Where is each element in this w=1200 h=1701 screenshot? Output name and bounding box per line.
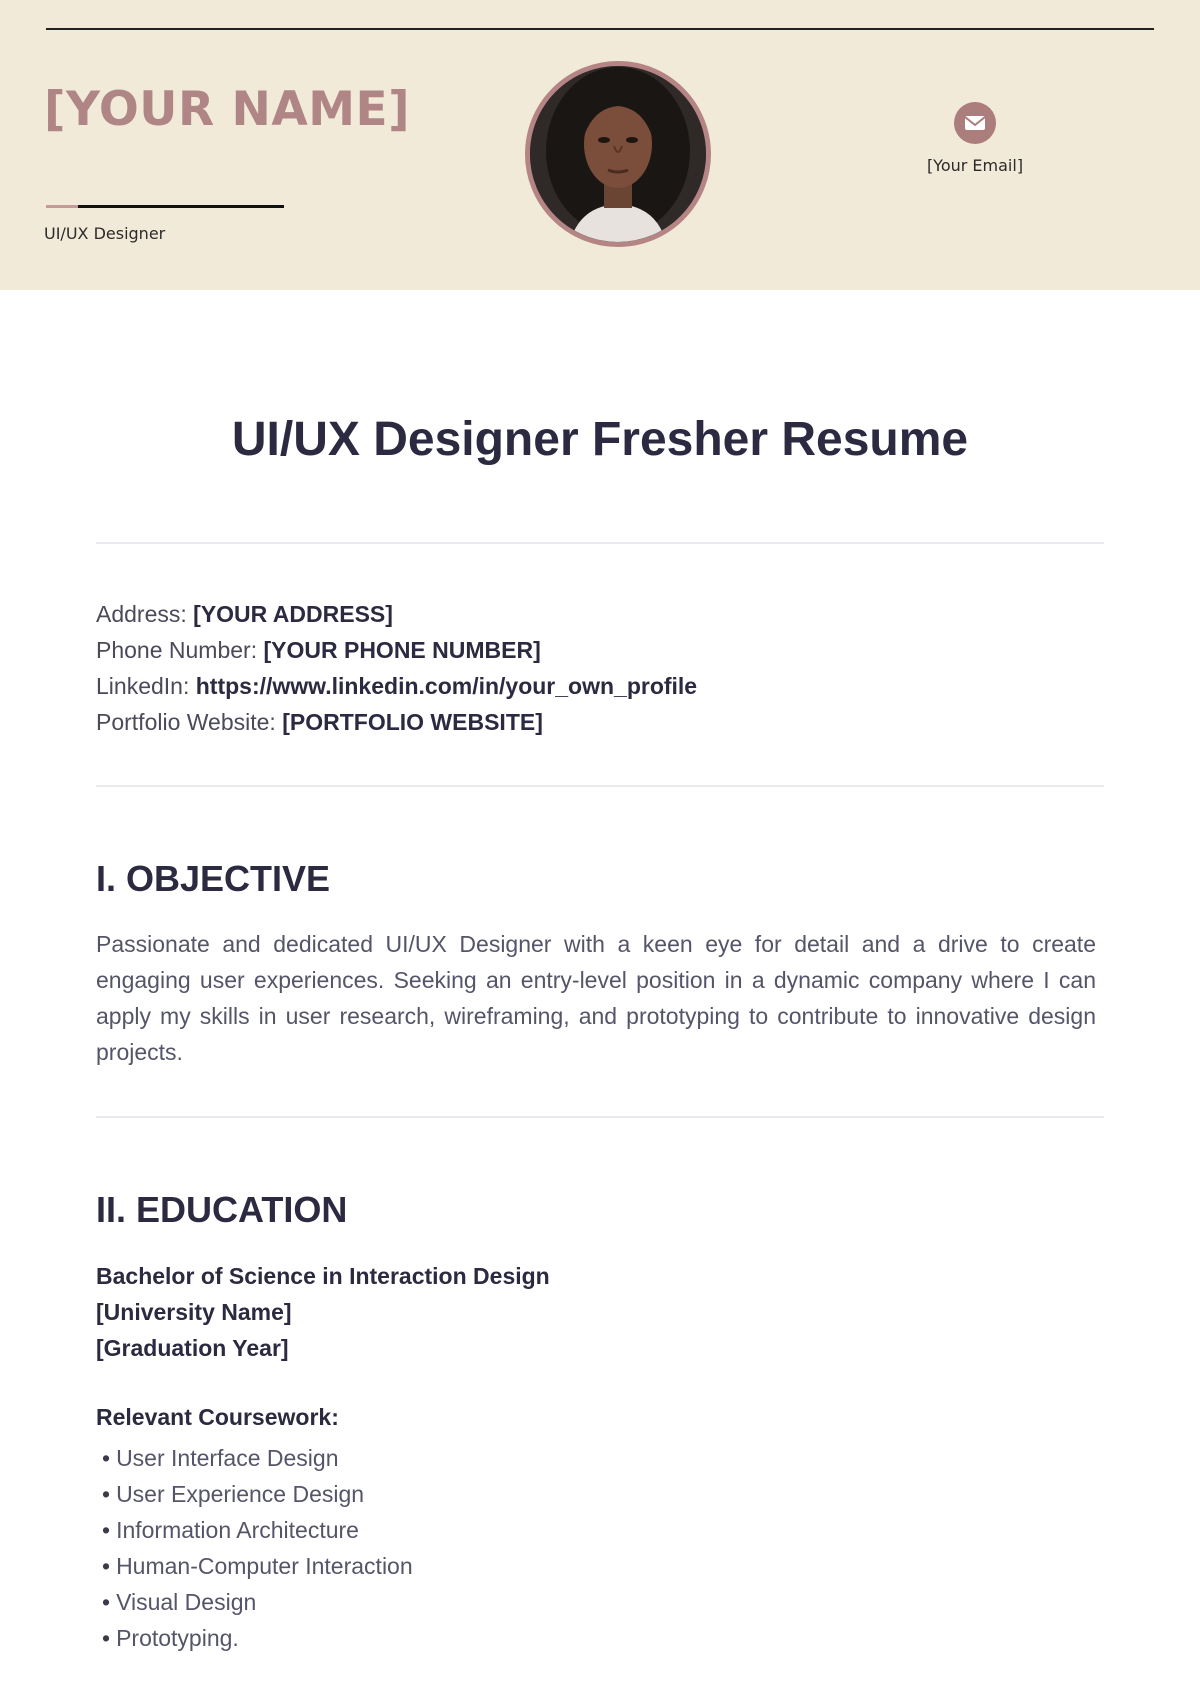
contact-portfolio [96,704,697,740]
candidate-name: [YOUR NAME] [44,82,411,137]
phone-value: [YOUR PHONE NUMBER] [263,637,541,663]
education-heading: II. EDUCATION [96,1189,348,1230]
resume-header [0,0,1200,290]
header-top-rule [46,28,1154,30]
profile-photo-image [530,66,706,242]
contact-linkedin [96,668,697,704]
education-block [96,1258,550,1366]
name-underline [46,205,284,208]
profile-photo [525,61,711,247]
address-label: Address: [96,601,187,627]
divider [96,1116,1104,1118]
linkedin-label: LinkedIn: [96,673,190,699]
email-icon[interactable] [954,102,996,144]
coursework-label: Relevant Coursework: [96,1404,339,1430]
name-underline-accent [46,205,78,208]
email-text[interactable]: [Your Email] [926,156,1024,175]
list-item: • User Interface Design [102,1440,413,1476]
list-item: • Prototyping. [102,1620,413,1656]
list-item: • Information Architecture [102,1512,413,1548]
contact-address [96,596,697,632]
education-degree: Bachelor of Science in Interaction Design [96,1263,550,1289]
address-value: [YOUR ADDRESS] [193,601,393,627]
list-item: • User Experience Design [102,1476,413,1512]
candidate-role: UI/UX Designer [44,224,166,243]
portfolio-label: Portfolio Website: [96,709,276,735]
list-item: • Human-Computer Interaction [102,1548,413,1584]
divider [96,542,1104,544]
contact-block [96,596,697,740]
list-item: • Visual Design [102,1584,413,1620]
contact-phone [96,632,697,668]
portfolio-value: [PORTFOLIO WEBSITE] [282,709,543,735]
objective-heading: I. OBJECTIVE [96,858,331,899]
education-graduation: [Graduation Year] [96,1335,289,1361]
coursework-list [102,1440,413,1656]
document-title: UI/UX Designer Fresher Resume [231,413,969,466]
objective-text: Passionate and dedicated UI/UX Designer with a keen eye for detail and a drive to create engaging user experiences. Seeking an entry-level position in a dynamic company where I can apply my skills in user research, wireframing, and prototyping to contribute to innovative design projects. [96,931,1096,1065]
education-university: [University Name] [96,1299,292,1325]
linkedin-link[interactable]: https://www.linkedin.com/in/your_own_profile [195,673,698,699]
phone-label: Phone Number: [96,637,258,663]
divider [96,785,1104,787]
